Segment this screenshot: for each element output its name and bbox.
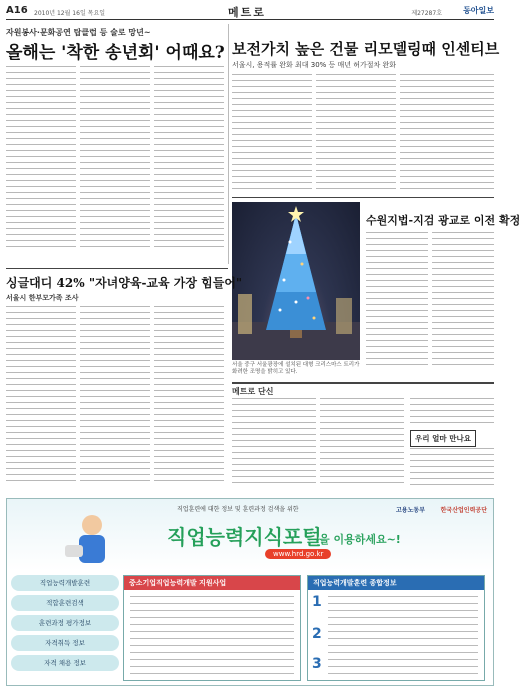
left-article-headline: 올해는 '착한 송년회' 어때요?	[6, 43, 225, 63]
masthead	[6, 4, 494, 20]
ad-org-ministry: 고용노동부	[396, 507, 425, 514]
job-training-ad[interactable]	[6, 498, 494, 686]
bottom-left-rule	[6, 268, 228, 269]
short-news-header: 메트로 단신	[232, 387, 274, 396]
left-article-column-3	[154, 66, 224, 256]
ad-title: 직업능력지식포털	[167, 525, 322, 549]
court-article-headline: 수원지법-지검 광교로 이전 확정	[366, 214, 520, 227]
right-article-column-1	[232, 74, 312, 192]
section-rule	[232, 197, 494, 198]
short-news-column-3	[410, 398, 494, 426]
issue-number: 제27287호	[411, 10, 442, 17]
section-title: 메트로	[228, 6, 266, 19]
column-divider	[228, 24, 229, 264]
ad-top-text: 직업훈련에 대한 정보 및 훈련과정 검색을 위한	[177, 506, 299, 513]
court-article-column-1	[366, 232, 428, 370]
page-number: A16	[6, 5, 28, 16]
christmas-tree-photo	[232, 202, 360, 360]
ad-url-link[interactable]: www.hrd.go.kr	[265, 549, 331, 559]
ad-step-number: 2	[312, 626, 322, 642]
ad-step-number: 1	[312, 594, 322, 610]
ad-support-column	[123, 575, 301, 681]
short-news-column-2	[320, 398, 404, 488]
notice-text	[410, 448, 494, 488]
ad-step-number: 3	[312, 656, 322, 672]
ad-menu-item[interactable]: 적합훈련검색	[11, 595, 119, 611]
short-news-column-1	[232, 398, 316, 488]
left-article-column-1	[6, 66, 76, 256]
ad-title-suffix: 을 이용하세요~!	[319, 533, 401, 546]
ad-info-column	[307, 575, 485, 681]
bottom-left-column-3	[154, 306, 224, 486]
bottom-left-column-1	[6, 306, 76, 486]
ad-menu-item[interactable]: 훈련과정 평가정보	[11, 615, 119, 631]
left-article-column-2	[80, 66, 150, 256]
ad-menu-item[interactable]: 직업능력개발훈련	[11, 575, 119, 591]
tree-photo-caption: 서울 중구 서울광장에 설치된 대형 크리스마스 트리가 화려한 조명을 밝히고 있다.	[232, 362, 360, 375]
ad-left-menu	[11, 575, 119, 675]
court-article-column-2	[432, 232, 494, 370]
ad-info-title: 직업능력개발훈련 종합정보	[308, 576, 484, 590]
bottom-left-headline: 싱글대디 42% "자녀양육-교육 가장 힘들어"	[6, 276, 243, 290]
right-article-kicker: 서울시, 용적률 완화 최대 30% 등 매년 허가절차 완화	[232, 61, 397, 69]
christmas-tree-illustration	[232, 202, 360, 360]
ad-menu-item[interactable]: 자격취득 정보	[11, 635, 119, 651]
ad-menu-item[interactable]: 자격 채용 정보	[11, 655, 119, 671]
bottom-left-column-2	[80, 306, 150, 486]
ad-org-agency: 한국산업인력공단	[440, 507, 487, 514]
person-illustration-icon	[57, 507, 127, 567]
notice-label: 우리 얼마 만나요	[410, 430, 476, 447]
issue-date: 2010년 12월 16일 목요일	[34, 10, 106, 17]
ad-support-title: 중소기업직업능력개발 지원사업	[124, 576, 300, 590]
short-news-rule	[232, 382, 494, 384]
right-article-column-2	[316, 74, 396, 192]
newspaper-logo: 동아일보	[463, 6, 494, 15]
right-article-column-3	[400, 74, 494, 192]
left-article-kicker: 자원봉사·문화공연 탑클럽 등 술로 망년~	[6, 28, 151, 37]
bottom-left-kicker: 서울시 한부모가족 조사	[6, 294, 79, 302]
right-article-headline: 보전가치 높은 건물 리모델링때 인센티브	[232, 40, 500, 58]
